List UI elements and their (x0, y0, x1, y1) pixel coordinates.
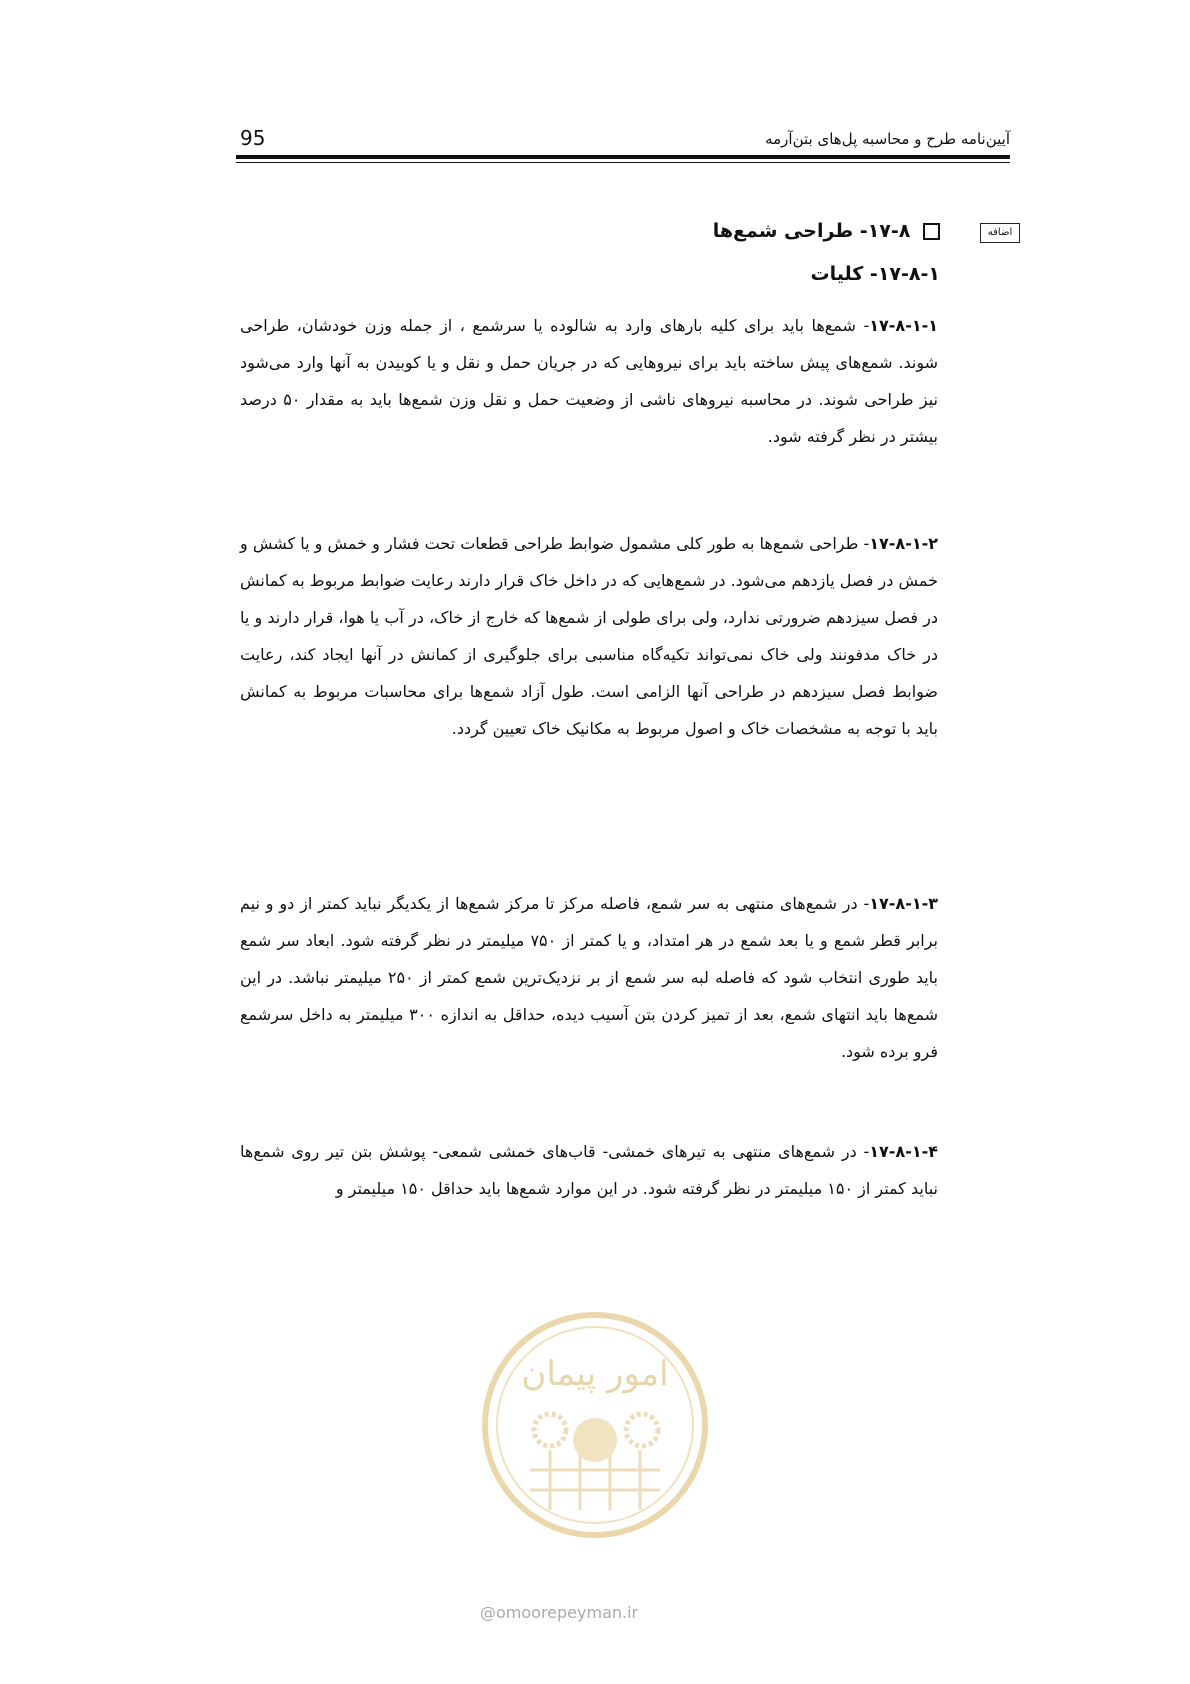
paragraph-number: ۱۷-۸-۱-۴ (869, 1142, 938, 1161)
running-title: آیین‌نامه طرح و محاسبه پل‌های بتن‌آرمه (765, 130, 1010, 148)
paragraph-text: - شمع‌ها باید برای کلیه بارهای وارد به شالوده یا سرشمع ، از جمله وزن خودشان، طراحی شوند. شمع‌های پیش ساخته باید برای نیروهایی که در جریان حمل و نقل و یا کوبیدن به آنها وارد می‌شود نیز طراحی شوند. در محاسبه نیروهای ناشی از وضعیت حمل و نقل وزن شمع‌ها باید به مقدار ۵۰ درصد بیشتر در نظر گرفته شود. (240, 316, 938, 446)
section-heading-text: ۱۷-۸- طراحی شمع‌ها (712, 220, 911, 242)
paragraph-number: ۱۷-۸-۱-۱ (869, 316, 938, 335)
header-rule (236, 155, 1010, 163)
checkbox-icon (923, 223, 940, 240)
paragraph (240, 307, 938, 455)
subsection-heading: ۱۷-۸-۱- کلیات (810, 263, 940, 285)
section-heading (713, 220, 940, 242)
watermark-site: @omoorepeyman.ir (480, 1603, 639, 1622)
paragraph-text: - در شمع‌های منتهی به سر شمع، فاصله مرکز تا مرکز شمع‌ها از یکدیگر نباید کمتر از دو و نیم برابر قطر شمع و یا بعد شمع در هر امتداد، و یا کمتر از ۷۵۰ میلیمتر در نظر گرفته شود. ابعاد سر شمع باید طوری انتخاب شود که فاصله لبه سر شمع از بر نزدیک‌ترین شمع کمتر از ۲۵۰ میلیمتر نباشد. در این شمع‌ها باید انتهای شمع، بعد از تمیز کردن بتن آسیب دیده، حداقل به اندازه ۳۰۰ میلیمتر به داخل سرشمع فرو برده شود. (240, 894, 939, 1061)
paragraph (240, 525, 938, 747)
page-number: 95 (240, 126, 266, 150)
paragraph-number: ۱۷-۸-۱-۲ (869, 534, 938, 553)
paragraph-text: - طراحی شمع‌ها به طور کلی مشمول ضوابط طراحی قطعات تحت فشار و خمش و یا کشش و خمش در فصل یازدهم می‌شود. در شمع‌هایی که در داخل خاک قرار دارند رعایت ضوابط مربوط به کمانش در فصل سیزدهم ضرورتی ندارد، ولی برای طولی از شمع‌ها که خارج از خاک، در آب یا هوا، قرار دارند و یا در خاک مدفونند ولی خاک نمی‌تواند تکیه‌گاه مناسبی برای جلوگیری از کمانش در آنها ایجاد کند، رعایت ضوابط فصل سیزدهم در طراحی آنها الزامی است. طول آزاد شمع‌ها برای محاسبات مربوط به کمانش باید با توجه به مشخصات خاک و اصول مربوط به مکانیک خاک تعیین گردد. (240, 534, 938, 738)
paragraph-number: ۱۷-۸-۱-۳ (869, 894, 938, 913)
paragraph (240, 1133, 938, 1207)
margin-tag: اضافه (980, 223, 1020, 243)
svg-text:امور پیمان: امور پیمان (521, 1354, 669, 1394)
watermark-seal (470, 1300, 720, 1550)
paragraph (240, 885, 938, 1070)
paragraph-text: - در شمع‌های منتهی به تیرهای خمشی- قاب‌های خمشی شمعی- پوشش بتن تیر روی شمع‌ها نباید کمتر از ۱۵۰ میلیمتر در نظر گرفته شود. در این موارد شمع‌ها باید حداقل ۱۵۰ میلیمتر و (240, 1142, 938, 1198)
